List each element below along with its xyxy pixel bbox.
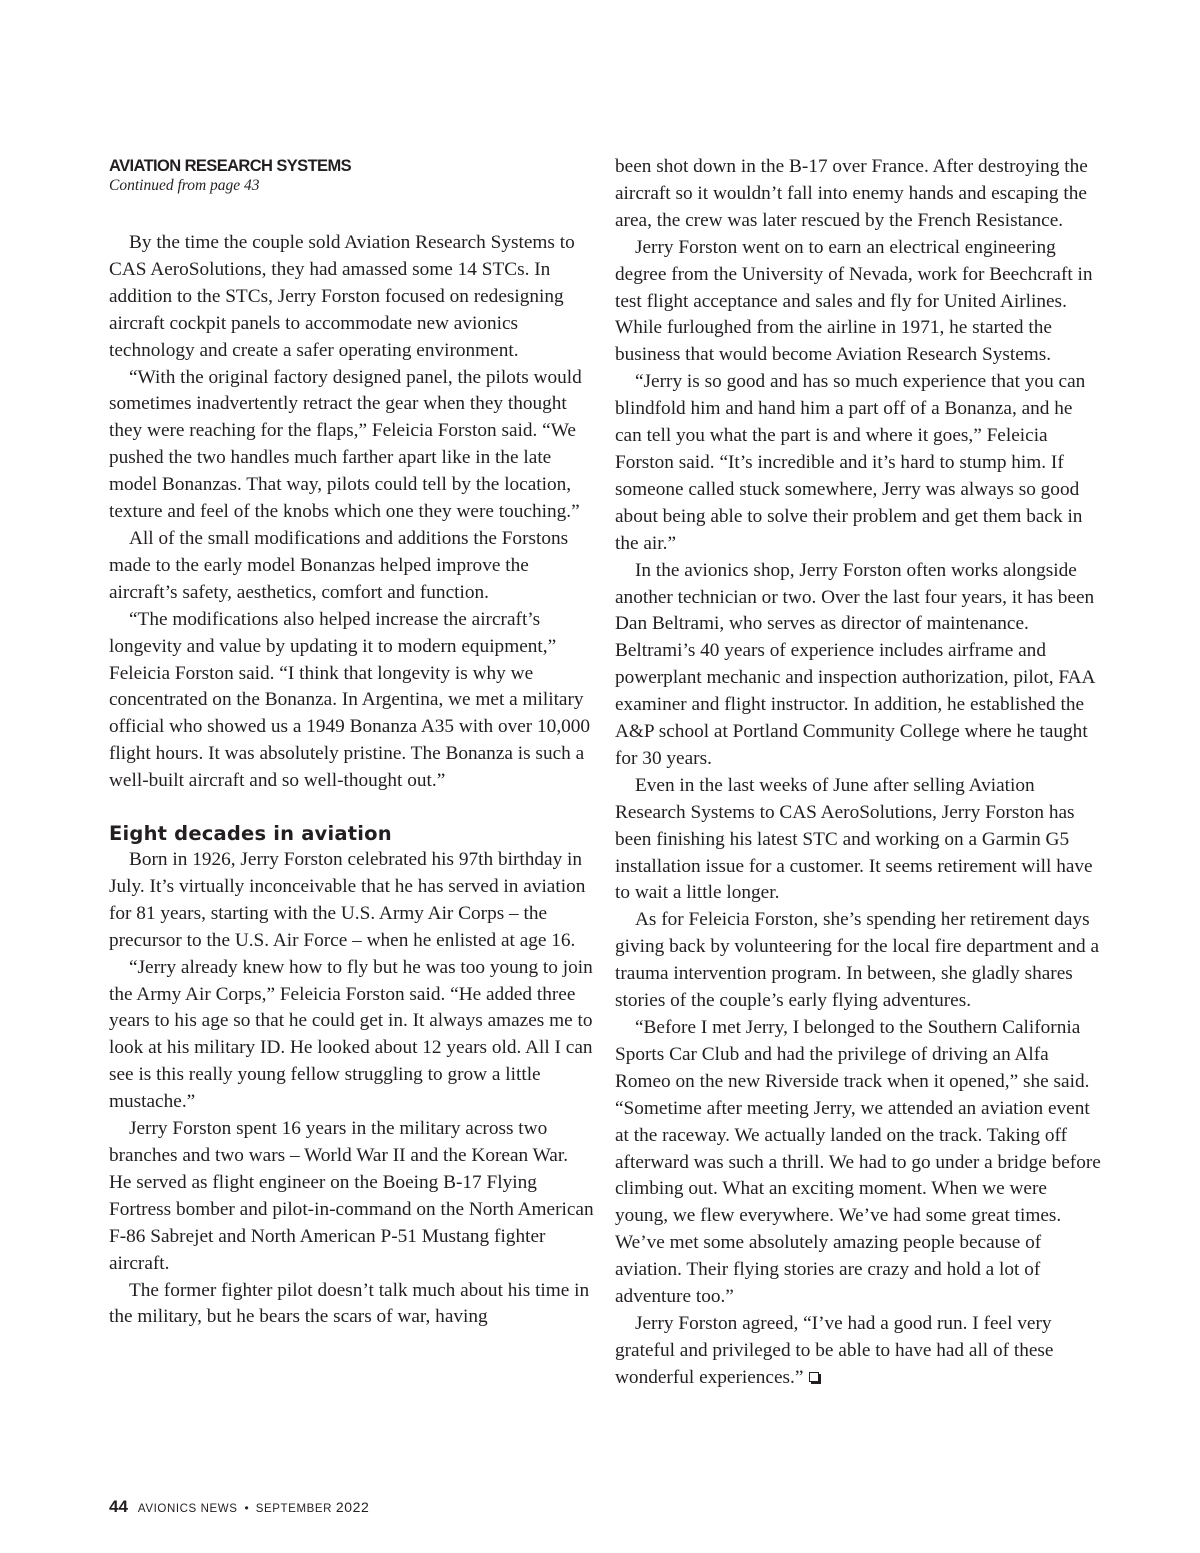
- paragraph-continued: been shot down in the B-17 over France. After destroying the aircraft so it wouldn’t fall into enemy hands and escaping the area, the crew was later rescued by the French Resistance.: [615, 156, 1088, 231]
- paragraph: Jerry Forston spent 16 years in the military across two branches and two wars – World War II and the Korean War. He served as flight engineer on the Boeing B-17 Flying Fortress bomber and pilot-in-command on the North American F-86 Sabrejet and North American P-51 Mustang fighter aircraft.: [109, 1118, 594, 1274]
- publication-name: AVIONICS NEWS: [137, 1503, 238, 1515]
- paragraph: By the time the couple sold Aviation Research Systems to CAS AeroSolutions, they had amassed some 14 STCs. In addition to the STCs, Jerry Forston focused on redesigning aircraft cockpit panels to accommodate new avionics technology and create a safer operating environment.: [109, 232, 575, 361]
- paragraph: All of the small modifications and additions the Forstons made to the early model Bonanzas helped improve the aircraft’s safety, aesthetics, comfort and function.: [109, 527, 569, 603]
- paragraph: “The modifications also helped increase the aircraft’s longevity and value by updating it to modern equipment,” Feleicia Forston said. “I think that longevity is why we concentrated on the Bonanza. In Argentina, we met a military official who showed us a 1949 Bonanza A35 with over 10,000 flight hours. It was absolutely pristine. The Bonanza is such a well-built aircraft and so well-thought out.”: [109, 608, 591, 792]
- paragraph: Jerry Forston went on to earn an electrical engineering degree from the University of Nevada, work for Beechcraft in test flight acceptance and sales and fly for United Airlines. While furloughed from the airline in 1971, he started the business that would become Aviation Research Systems.: [615, 236, 1093, 366]
- paragraph: The former fighter pilot doesn’t talk much about his time in the military, but he bears the scars of war, having: [109, 1279, 590, 1328]
- issue-month: SEPTEMBER: [255, 1503, 333, 1515]
- page-footer: [109, 1497, 369, 1517]
- paragraph: Born in 1926, Jerry Forston celebrated his 97th birthday in July. It’s virtually inconceivable that he has served in aviation for 81 years, starting with the U.S. Army Air Corps – the precursor to the U.S. Air Force – when he enlisted at age 16.: [109, 849, 586, 951]
- page-number: 44: [109, 1497, 128, 1516]
- continued-from-note: Continued from page 43: [109, 177, 260, 194]
- paragraph: “With the original factory designed panel, the pilots would sometimes inadvertently retract the gear when they thought they were reaching for the flaps,” Feleicia Forston said. “We pushed the two handles much farther apart like in the late model Bonanzas. That way, pilots could tell by the location, texture and feel of the knobs which one they were touching.”: [109, 366, 582, 523]
- paragraph: “Jerry already knew how to fly but he was too young to join the Army Air Corps,” Feleicia Forston said. “He added three years to his age so that he could get in. It always amazes me to look at his military ID. He looked about 12 years old. All I can see is this really young fellow struggling to grow a little mustache.”: [109, 956, 593, 1113]
- paragraph: Even in the last weeks of June after selling Aviation Research Systems to CAS AeroSolutions, Jerry Forston has been finishing his latest STC and working on a Garmin G5 installation issue for a customer. It seems retirement will have to wait a little longer.: [615, 774, 1093, 904]
- bullet-separator-icon: •: [244, 1501, 249, 1515]
- end-mark-icon: [809, 1372, 819, 1382]
- section-kicker: AVIATION RESEARCH SYSTEMS: [109, 157, 351, 175]
- subheading: Eight decades in aviation: [109, 822, 392, 846]
- paragraph: As for Feleicia Forston, she’s spending her retirement days giving back by volunteering for the local fire department and a trauma intervention program. In between, she gladly shares stories of the couple’s early flying adventures.: [615, 909, 1099, 1012]
- issue-year: 2022: [335, 1499, 370, 1515]
- left-column: [109, 156, 595, 1331]
- right-column: [615, 154, 1101, 1392]
- paragraph: “Jerry is so good and has so much experience that you can blindfold him and hand him a part off of a Bonanza, and he can tell you what the part is and where it goes,” Feleicia Forston said. “It’s incredible and it’s hard to stump him. If someone called stuck somewhere, Jerry was always so good about being able to solve their problem and get them back in the air.”: [615, 371, 1086, 554]
- paragraph: “Before I met Jerry, I belonged to the Southern California Sports Car Club and had the privilege of driving an Alfa Romeo on the new Riverside track when it opened,” she said. “Sometime after meeting Jerry, we attended an aviation event at the raceway. We actually landed on the track. Taking off afterward was such a thrill. We had to go under a bridge before climbing out. What an exciting moment. When we were young, we flew everywhere. We’ve had some great times. We’ve met some absolutely amazing people because of aviation. Their flying stories are crazy and hold a lot of adventure too.”: [615, 1017, 1101, 1308]
- paragraph: In the avionics shop, Jerry Forston often works alongside another technician or two. Over the last four years, it has been Dan Beltrami, who serves as director of maintenance. Beltrami’s 40 years of experience includes airframe and powerplant mechanic and inspection authorization, pilot, FAA examiner and flight instructor. In addition, he established the A&P school at Portland Community College where he taught for 30 years.: [615, 559, 1095, 769]
- final-paragraph-text: Jerry Forston agreed, “I’ve had a good run. I feel very grateful and privileged to be able to have had all of these wonderful experiences.”: [615, 1312, 1054, 1388]
- final-paragraph: [615, 1311, 1101, 1392]
- issue-date: [255, 1499, 370, 1515]
